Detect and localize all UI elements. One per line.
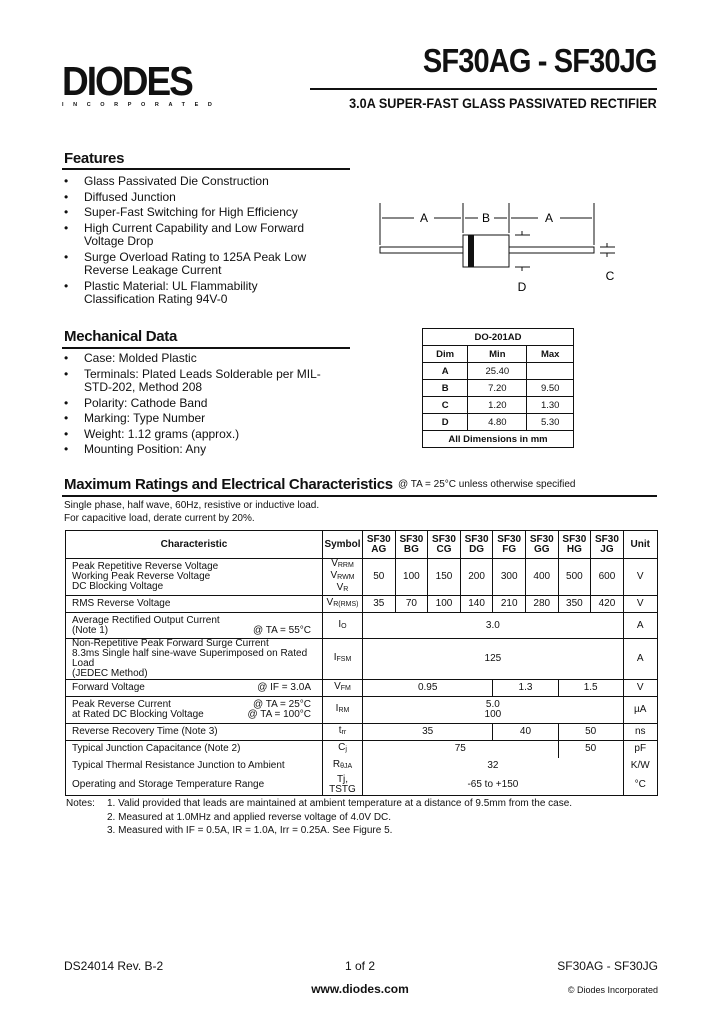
characteristic-cell: Average Rectified Output Current (Note 1) @ TA = 55°C	[66, 613, 323, 639]
column-header: SF30 DG	[460, 531, 493, 559]
dim-label-c: C	[605, 269, 615, 283]
value-cell: 35	[363, 724, 493, 741]
cell: 4.80	[468, 414, 527, 431]
page-title: SF30AG - SF30JG	[423, 42, 657, 79]
cell: 5.30	[527, 414, 574, 431]
unit-cell: pF	[623, 741, 657, 758]
list-item: • Surge Overload Rating to 125A Peak Low Reverse Leakage Current	[62, 251, 322, 278]
footer-part-number: SF30AG - SF30JG	[557, 959, 658, 973]
cell: 1.20	[468, 397, 527, 414]
features-list	[62, 175, 322, 309]
page-subtitle: 3.0A SUPER-FAST GLASS PASSIVATED RECTIFIER	[349, 95, 657, 111]
table-row	[66, 741, 658, 758]
list-item: • Weight: 1.12 grams (approx.)	[62, 428, 322, 442]
value-cell: 3.0	[363, 613, 624, 639]
column-header: SF30 GG	[525, 531, 558, 559]
ratings-condition: @ TA = 25°C unless otherwise specified	[398, 479, 576, 490]
note-item: 1. Valid provided that leads are maintained at ambient temperature at a distance of 9.5mm from the case.	[107, 798, 573, 809]
divider	[62, 495, 657, 497]
page-number: 1 of 2	[344, 959, 376, 973]
cell: 1.30	[527, 397, 574, 414]
table-row	[66, 758, 658, 775]
table-row	[66, 680, 658, 697]
note-item: 2. Measured at 1.0MHz and applied reverse voltage of 4.0V DC.	[107, 811, 392, 823]
value-cell: 5.0 100	[363, 697, 624, 724]
unit-cell: V	[623, 559, 657, 596]
divider	[62, 347, 350, 349]
features-heading: Features	[64, 150, 125, 167]
value-cell: 150	[428, 559, 461, 596]
value-cell: 75	[363, 741, 559, 758]
unit-cell: V	[623, 680, 657, 697]
table-row	[423, 363, 574, 380]
website-link[interactable]: www.diodes.com	[311, 982, 409, 996]
divider	[310, 88, 657, 90]
table-row	[66, 724, 658, 741]
intro-line: For capacitive load, derate current by 20%.	[64, 513, 255, 524]
dim-label-a: A	[419, 211, 429, 225]
list-item: • Glass Passivated Die Construction	[62, 175, 322, 189]
notes-label: Notes:	[66, 798, 95, 809]
column-header: Unit	[623, 531, 657, 559]
value-cell: 300	[493, 559, 526, 596]
value-cell: 420	[591, 596, 624, 613]
list-item: • Super-Fast Switching for High Efficiency	[62, 206, 322, 220]
dim-table-title: DO-201AD	[423, 329, 574, 346]
symbol-cell: $I_O$	[323, 613, 363, 639]
list-item: • Diffused Junction	[62, 191, 322, 205]
value-cell: 70	[395, 596, 428, 613]
value-cell: 500	[558, 559, 591, 596]
copyright: © Diodes Incorporated	[567, 985, 658, 995]
unit-cell: °C	[623, 775, 657, 796]
value-cell: 125	[363, 639, 624, 680]
value-cell: 1.5	[558, 680, 623, 697]
document-number: DS24014 Rev. B-2	[64, 959, 164, 973]
value-cell: 35	[363, 596, 396, 613]
characteristic-cell: RMS Reverse Voltage	[66, 596, 323, 613]
unit-cell: A	[623, 613, 657, 639]
symbol-cell: $t_{rr}$	[323, 724, 363, 741]
value-cell: 200	[460, 559, 493, 596]
value-cell: 140	[460, 596, 493, 613]
dim-label-a: A	[544, 211, 554, 225]
characteristic-cell: Typical Thermal Resistance Junction to Ambient	[66, 758, 323, 775]
table-row	[66, 697, 658, 724]
value-cell: 1.3	[493, 680, 558, 697]
characteristic-cell: Typical Junction Capacitance (Note 2)	[66, 741, 323, 758]
characteristic-cell: Peak Repetitive Reverse Voltage Working Peak Reverse Voltage DC Blocking Voltage	[66, 559, 323, 596]
cell: D	[423, 414, 468, 431]
table-row	[66, 775, 658, 796]
list-item: • High Current Capability and Low Forward Voltage Drop	[62, 222, 322, 249]
value-cell: -65 to +150	[363, 775, 624, 796]
diodes-logo	[62, 58, 232, 110]
cell: 7.20	[468, 380, 527, 397]
column-header: Dim	[423, 346, 468, 363]
notes-list	[107, 797, 572, 838]
dimensions-table	[422, 328, 574, 448]
table-row	[66, 613, 658, 639]
dim-table-footer: All Dimensions in mm	[423, 431, 574, 448]
column-header: SF30 JG	[591, 531, 624, 559]
logo-subtext: INCORPORATED	[62, 102, 222, 108]
ratings-heading: Maximum Ratings and Electrical Characteristics	[64, 476, 393, 493]
package-outline-diagram	[370, 195, 640, 305]
mechanical-list	[62, 352, 322, 459]
symbol-cell: $I_{FSM}$	[323, 639, 363, 680]
table-row	[66, 639, 658, 680]
table-row	[423, 397, 574, 414]
characteristic-cell: Operating and Storage Temperature Range	[66, 775, 323, 796]
value-cell: 32	[363, 758, 624, 775]
unit-cell: V	[623, 596, 657, 613]
table-row	[66, 559, 658, 596]
symbol-cell: Tj, TSTG	[323, 775, 363, 796]
logo-word: DIODES	[62, 58, 192, 104]
value-cell: 100	[395, 559, 428, 596]
value-cell: 600	[591, 559, 624, 596]
table-header-row	[66, 531, 658, 559]
unit-cell: ns	[623, 724, 657, 741]
characteristic-cell: Non-Repetitive Peak Forward Surge Current 8.3ms Single half sine-wave Superimposed on Rated Load (JEDEC Method)	[66, 639, 323, 680]
column-header: SF30 BG	[395, 531, 428, 559]
value-cell: 210	[493, 596, 526, 613]
symbol-cell: $V_{RRM}$ $V_{RWM}$ $V_R$	[323, 559, 363, 596]
symbol-cell: $C_j$	[323, 741, 363, 758]
table-row	[423, 380, 574, 397]
mechanical-heading: Mechanical Data	[64, 328, 178, 345]
ratings-intro	[64, 499, 319, 525]
table-row	[423, 414, 574, 431]
column-header: Max	[527, 346, 574, 363]
list-item: • Mounting Position: Any	[62, 443, 322, 457]
symbol-cell: $R_{\theta JA}$	[323, 758, 363, 775]
unit-cell: A	[623, 639, 657, 680]
list-item: • Plastic Material: UL Flammability Classification Rating 94V-0	[62, 280, 322, 307]
cell: 9.50	[527, 380, 574, 397]
value-cell: 50	[558, 724, 623, 741]
column-header: Min	[468, 346, 527, 363]
list-item: • Marking: Type Number	[62, 412, 322, 426]
symbol-cell: $V_{R(RMS)}$	[323, 596, 363, 613]
symbol-cell: $V_{FM}$	[323, 680, 363, 697]
characteristic-cell: Reverse Recovery Time (Note 3)	[66, 724, 323, 741]
unit-cell: K/W	[623, 758, 657, 775]
characteristic-cell: Peak Reverse Current @ TA = 25°C at Rated DC Blocking Voltage @ TA = 100°C	[66, 697, 323, 724]
column-header: SF30 AG	[363, 531, 396, 559]
list-item: • Terminals: Plated Leads Solderable per MIL-STD-202, Method 208	[62, 368, 322, 395]
value-cell: 100	[428, 596, 461, 613]
value-cell: 50	[558, 741, 623, 758]
characteristic-cell: Forward Voltage @ IF = 3.0A	[66, 680, 323, 697]
column-header: SF30 HG	[558, 531, 591, 559]
symbol-cell: $I_{RM}$	[323, 697, 363, 724]
list-item: • Polarity: Cathode Band	[62, 397, 322, 411]
dim-label-b: B	[481, 211, 491, 225]
value-cell: 50	[363, 559, 396, 596]
cell: B	[423, 380, 468, 397]
divider	[62, 168, 350, 170]
value-cell: 0.95	[363, 680, 493, 697]
column-header: SF30 FG	[493, 531, 526, 559]
cell: 25.40	[468, 363, 527, 380]
value-cell: 280	[525, 596, 558, 613]
column-header: Symbol	[323, 531, 363, 559]
cathode-band	[468, 235, 474, 267]
intro-line: Single phase, half wave, 60Hz, resistive or inductive load.	[64, 500, 320, 511]
value-cell: 400	[525, 559, 558, 596]
cell: A	[423, 363, 468, 380]
table-row	[66, 596, 658, 613]
unit-cell: µA	[623, 697, 657, 724]
cell	[527, 363, 574, 380]
dim-label-d: D	[517, 280, 527, 294]
ratings-table	[65, 530, 658, 796]
cell: C	[423, 397, 468, 414]
note-item: 3. Measured with IF = 0.5A, IR = 1.0A, Irr = 0.25A. See Figure 5.	[107, 825, 393, 836]
column-header: SF30 CG	[428, 531, 461, 559]
list-item: • Case: Molded Plastic	[62, 352, 322, 366]
value-cell: 350	[558, 596, 591, 613]
value-cell: 40	[493, 724, 558, 741]
column-header: Characteristic	[66, 531, 323, 559]
